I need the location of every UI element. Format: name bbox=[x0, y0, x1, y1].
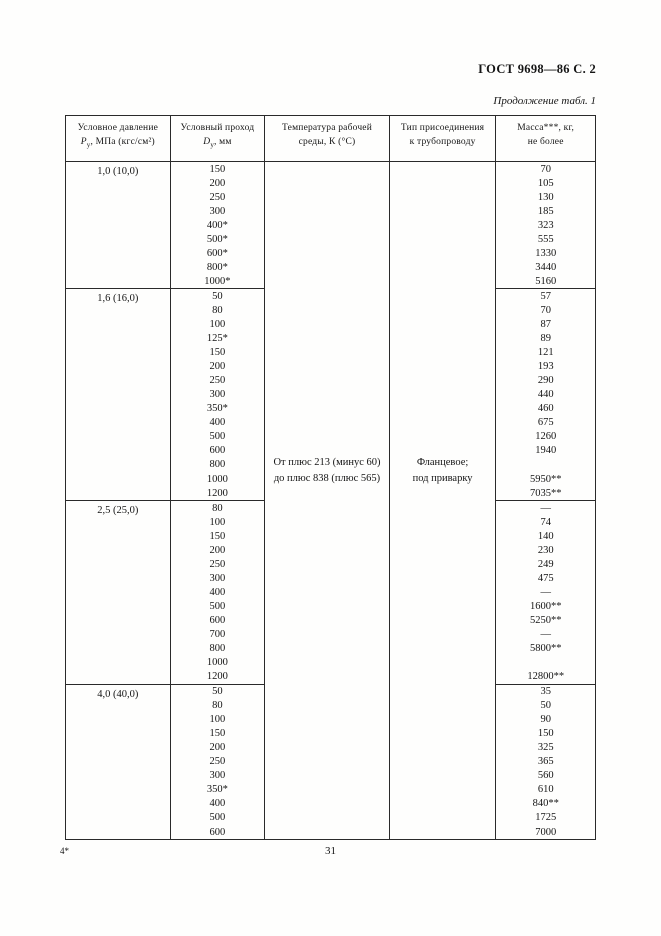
diameter-value: 350* bbox=[206, 784, 228, 796]
diameter-value: 1200 bbox=[206, 671, 228, 683]
diameter-value: 200 bbox=[209, 742, 226, 754]
mass-value: 5250** bbox=[529, 614, 562, 626]
mass-value: 90 bbox=[540, 714, 551, 726]
data-table bbox=[65, 115, 596, 840]
mass-value: 1600** bbox=[529, 600, 562, 612]
mass-group bbox=[496, 685, 595, 839]
mass-value: 121 bbox=[537, 347, 554, 359]
header-mass: Масса***, кг, не более bbox=[517, 123, 575, 147]
diameter-value: 80 bbox=[212, 304, 223, 316]
header-diameter bbox=[171, 116, 266, 161]
diameter-value: 150 bbox=[209, 347, 226, 359]
mass-value: 105 bbox=[537, 177, 554, 189]
diameter-group bbox=[171, 501, 265, 685]
mass-value: 3440 bbox=[535, 261, 557, 273]
diameter-value: 600 bbox=[209, 614, 226, 626]
mass-value: 5800** bbox=[529, 642, 562, 654]
mass-value: 610 bbox=[537, 784, 554, 796]
table-header-row bbox=[66, 116, 595, 162]
pressure-value: 1,0 (10,0) bbox=[97, 166, 139, 177]
mass-value bbox=[496, 656, 595, 670]
mass-value: 1725 bbox=[535, 812, 557, 824]
diameter-value: 300 bbox=[209, 770, 226, 782]
page-number: 31 bbox=[325, 845, 336, 857]
pressure-group bbox=[66, 162, 170, 289]
mass-value: 140 bbox=[537, 530, 554, 542]
diameter-value: 100 bbox=[209, 516, 226, 528]
diameter-value: 80 bbox=[212, 502, 223, 514]
mass-value: 185 bbox=[537, 205, 554, 217]
diameter-value: 500* bbox=[206, 233, 228, 245]
diameter-value: 1000 bbox=[206, 657, 228, 669]
mass-value: — bbox=[540, 628, 551, 640]
mass-value: 1330 bbox=[535, 247, 557, 259]
diameter-value: 800 bbox=[209, 642, 226, 654]
mass-value: 7000 bbox=[535, 826, 557, 838]
diameter-value: 250 bbox=[209, 191, 226, 203]
mass-group bbox=[496, 162, 595, 289]
diameter-value: 100 bbox=[209, 714, 226, 726]
header-connection: Тип присоединения к трубопроводу bbox=[390, 116, 497, 161]
diameter-value: 400 bbox=[209, 417, 226, 429]
diameter-value: 200 bbox=[209, 177, 226, 189]
diameter-group bbox=[171, 162, 265, 289]
mass-value: 50 bbox=[540, 700, 551, 712]
mass-value: 440 bbox=[537, 389, 554, 401]
diameter-value: 1000 bbox=[206, 473, 228, 485]
mass-group bbox=[496, 501, 595, 685]
mass-value: 555 bbox=[537, 233, 554, 245]
diameter-value: 400* bbox=[206, 219, 228, 231]
mass-value: 12800** bbox=[527, 671, 565, 683]
mass-value: 675 bbox=[537, 417, 554, 429]
pressure-group bbox=[66, 501, 170, 685]
pressure-group bbox=[66, 289, 170, 501]
diameter-value: 800* bbox=[206, 261, 228, 273]
diameter-value: 500 bbox=[209, 600, 226, 612]
connection-cell bbox=[390, 162, 497, 839]
diameter-value: 700 bbox=[209, 628, 226, 640]
diameter-value: 350* bbox=[206, 403, 228, 415]
mass-value: 70 bbox=[540, 304, 551, 316]
pressure-group bbox=[66, 685, 170, 839]
mass-value: — bbox=[540, 586, 551, 598]
mass-value: 560 bbox=[537, 770, 554, 782]
diameter-value: 800 bbox=[209, 459, 226, 471]
diameter-value: 80 bbox=[212, 700, 223, 712]
diameter-group bbox=[171, 289, 265, 501]
mass-value: 5160 bbox=[535, 275, 557, 287]
mass-value: 57 bbox=[540, 290, 551, 302]
mass-value: 7035** bbox=[529, 487, 562, 499]
mass-value bbox=[496, 458, 595, 472]
mass-value: 74 bbox=[540, 516, 551, 528]
mass-value: 840** bbox=[532, 798, 559, 810]
mass-value: 475 bbox=[537, 572, 554, 584]
column-diameter bbox=[171, 162, 266, 839]
mass-group bbox=[496, 289, 595, 501]
mass-value: 87 bbox=[540, 318, 551, 330]
mass-value: 1940 bbox=[535, 445, 557, 457]
diameter-value: 600 bbox=[209, 826, 226, 838]
diameter-value: 500 bbox=[209, 431, 226, 443]
header-pressure bbox=[66, 116, 171, 161]
diameter-value: 400 bbox=[209, 586, 226, 598]
column-mass bbox=[496, 162, 595, 839]
header-pressure-line1: Условное давление bbox=[77, 123, 159, 133]
diameter-value: 150 bbox=[209, 163, 226, 175]
diameter-value: 600* bbox=[206, 247, 228, 259]
diameter-value: 300 bbox=[209, 572, 226, 584]
diameter-value: 250 bbox=[209, 558, 226, 570]
diameter-value: 100 bbox=[209, 318, 226, 330]
table-continuation-note: Продолжение табл. 1 bbox=[493, 95, 596, 107]
mass-value: 325 bbox=[537, 742, 554, 754]
mass-value: 89 bbox=[540, 333, 551, 345]
mass-value: 5950** bbox=[529, 473, 562, 485]
mass-value: 70 bbox=[540, 163, 551, 175]
mass-value: 35 bbox=[540, 686, 551, 698]
pressure-value: 2,5 (25,0) bbox=[97, 505, 139, 516]
temperature-cell bbox=[265, 162, 390, 839]
mass-value: 460 bbox=[537, 403, 554, 415]
mass-value: 323 bbox=[537, 219, 554, 231]
mass-value: 230 bbox=[537, 544, 554, 556]
header-temperature: Температура рабочей среды, К (°С) bbox=[265, 116, 390, 161]
header-diameter-line1: Условный проход bbox=[180, 123, 255, 133]
pressure-value: 1,6 (16,0) bbox=[97, 293, 139, 305]
header-diameter-line2: $D_у$, мм bbox=[203, 136, 232, 149]
diameter-value: 200 bbox=[209, 544, 226, 556]
diameter-value: 125* bbox=[206, 333, 228, 345]
mass-value: 365 bbox=[537, 756, 554, 768]
diameter-value: 1000* bbox=[204, 275, 231, 287]
mass-value: 150 bbox=[537, 728, 554, 740]
diameter-value: 250 bbox=[209, 756, 226, 768]
pressure-value: 4,0 (40,0) bbox=[97, 688, 139, 700]
diameter-value: 200 bbox=[209, 361, 226, 373]
diameter-value: 150 bbox=[209, 530, 226, 542]
header-pressure-line2: $Р_у$, МПа (кгс/см²) bbox=[80, 136, 155, 149]
mass-value: 130 bbox=[537, 191, 554, 203]
mass-value: — bbox=[540, 502, 551, 514]
column-pressure bbox=[66, 162, 171, 839]
connection-value: Фланцевое; под приварку bbox=[412, 457, 473, 484]
diameter-value: 50 bbox=[212, 686, 223, 698]
mass-value: 193 bbox=[537, 361, 554, 373]
mass-value: 290 bbox=[537, 375, 554, 387]
table-body bbox=[66, 162, 595, 839]
diameter-value: 150 bbox=[209, 728, 226, 740]
diameter-value: 600 bbox=[209, 445, 226, 457]
mass-value: 1260 bbox=[535, 431, 557, 443]
diameter-value: 400 bbox=[209, 798, 226, 810]
diameter-value: 1200 bbox=[206, 487, 228, 499]
mass-value: 249 bbox=[537, 558, 554, 570]
diameter-value: 500 bbox=[209, 812, 226, 824]
diameter-group bbox=[171, 685, 265, 839]
diameter-value: 50 bbox=[212, 290, 223, 302]
doc-header: ГОСТ 9698—86 С. 2 bbox=[478, 62, 596, 76]
footnote-marker: 4* bbox=[60, 846, 69, 856]
temperature-value: От плюс 213 (минус 60) до плюс 838 (плюс 565) bbox=[273, 457, 381, 484]
diameter-value: 250 bbox=[209, 375, 226, 387]
diameter-value: 300 bbox=[209, 205, 226, 217]
diameter-value: 300 bbox=[209, 389, 226, 401]
